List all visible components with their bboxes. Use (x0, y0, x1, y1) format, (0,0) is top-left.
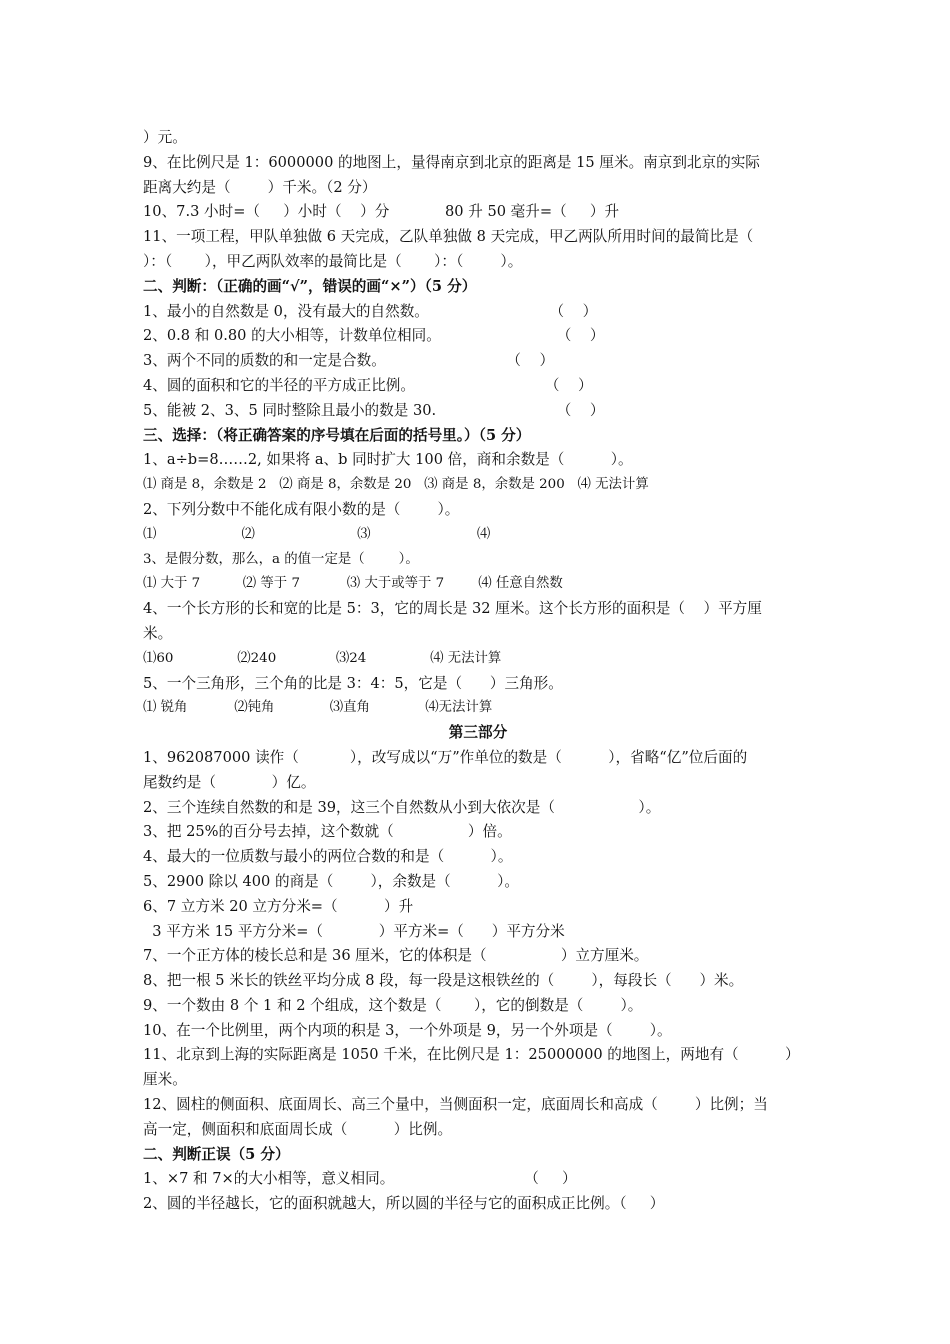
question-line: 5、一个三角形，三个角的比是 3：4：5，它是（ ）三角形。 (143, 674, 563, 692)
question-line: 11、北京到上海的实际距离是 1050 千米，在比例尺是 1：25000000 的地图上，两地有（ ） (143, 1046, 800, 1064)
section-heading: 二、判断正误（5 分） (143, 1145, 290, 1163)
question-line: 4、一个长方形的长和宽的比是 5：3，它的周长是 32 厘米。这个长方形的面积是（ ）平方厘 (143, 600, 762, 618)
text-line: 高一定，侧面积和底面周长成（ ）比例。 (143, 1120, 453, 1138)
text-line: 10、7.3 小时=（ ）小时（ ）分 80 升 50 毫升=（ ）升 (143, 203, 620, 221)
question-line: 4、最大的一位质数与最小的两位合数的和是（ ）。 (143, 848, 513, 866)
question-line: 2、0.8 和 0.80 的大小相等，计数单位相同。 （ ） (143, 327, 605, 345)
question-line: 2、三个连续自然数的和是 39，这三个自然数从小到大依次是（ ）。 (143, 798, 661, 816)
question-line: 2、圆的半径越长，它的面积就越大，所以圆的半径与它的面积成正比例。（ ） (143, 1195, 665, 1213)
section-heading: 三、选择：（将正确答案的序号填在后面的括号里。）（5 分） (143, 426, 531, 444)
text-line: 厘米。 (143, 1071, 187, 1089)
question-line: 10、在一个比例里，两个内项的积是 3，一个外项是 9，另一个外项是（ ）。 (143, 1021, 672, 1039)
text-line: 距离大约是（ ）千米。（2 分） (143, 178, 377, 196)
question-line: 1、a÷b=8……2, 如果将 a、b 同时扩大 100 倍，商和余数是（ ）。 (143, 451, 633, 469)
options-line: ⑴ 商是 8，余数是 2 ⑵ 商是 8，余数是 20 ⑶ 商是 8，余数是 200 ⑷ 无法计算 (143, 477, 649, 493)
text-line: ）：（ ），甲乙两队效率的最简比是（ ）：（ ）。 (143, 252, 523, 270)
question-line: 3、是假分数，那么，a 的值一定是（ ）。 (143, 551, 419, 567)
section-heading: 二、判断：（正确的画“√”，错误的画“×”）（5 分） (143, 277, 477, 295)
question-line: 1、最小的自然数是 0，没有最大的自然数。 （ ） (143, 302, 598, 320)
question-line: 1、962087000 读作（ ），改写成以“万”作单位的数是（ ），省略“亿”位后面的 (143, 748, 748, 766)
options-line: ⑴ 大于 7 ⑵ 等于 7 ⑶ 大于或等于 7 ⑷ 任意自然数 (143, 576, 563, 592)
text-line: ）元。 (143, 129, 187, 146)
question-line: 3 平方米 15 平方分米=（ ）平方米=（ ）平方分米 (143, 922, 565, 940)
question-line: 2、下列分数中不能化成有限小数的是（ ）。 (143, 500, 460, 518)
question-line: 8、把一根 5 米长的铁丝平均分成 8 段，每一段是这根铁丝的（ ），每段长（ ）米。 (143, 972, 744, 990)
part-title: 第三部分 (448, 724, 508, 742)
question-line: 3、把 25%的百分号去掉，这个数就（ ）倍。 (143, 823, 512, 841)
options-line: ⑴ ⑵ ⑶ ⑷ (143, 526, 491, 542)
question-line: 5、2900 除以 400 的商是（ ），余数是（ ）。 (143, 872, 520, 890)
question-line: 12、圆柱的侧面积、底面周长、高三个量中，当侧面积一定，底面周长和高成（ ）比例；当 (143, 1096, 768, 1114)
text-line: 11、一项工程，甲队单独做 6 天完成，乙队单独做 8 天完成，甲乙两队所用时间的最简比是（ (143, 228, 754, 246)
question-line: 6、7 立方米 20 立方分米=（ ）升 (143, 897, 414, 915)
text-line: 尾数约是（ ）亿。 (143, 773, 316, 791)
options-line: ⑴60 ⑵240 ⑶24 ⑷ 无法计算 (143, 650, 502, 666)
question-line: 9、一个数由 8 个 1 和 2 个组成，这个数是（ ），它的倒数是（ ）。 (143, 996, 643, 1014)
question-line: 1、×7 和 7×的大小相等，意义相同。 （ ） (143, 1170, 577, 1188)
text-line: 米。 (143, 624, 173, 642)
question-line: 7、一个正方体的棱长总和是 36 厘米，它的体积是（ ）立方厘米。 (143, 947, 649, 965)
question-line: 5、能被 2、3、5 同时整除且最小的数是 30. （ ） (143, 401, 605, 419)
question-line: 4、圆的面积和它的半径的平方成正比例。 （ ） (143, 376, 593, 394)
options-line: ⑴ 锐角 ⑵钝角 ⑶直角 ⑷无法计算 (143, 700, 493, 716)
exam-content (143, 126, 813, 1217)
question-line: 3、两个不同的质数的和一定是合数。 （ ） (143, 352, 555, 370)
text-line: 9、在比例尺是 1：6000000 的地图上，量得南京到北京的距离是 15 厘米。南京到北京的实际 (143, 153, 760, 171)
